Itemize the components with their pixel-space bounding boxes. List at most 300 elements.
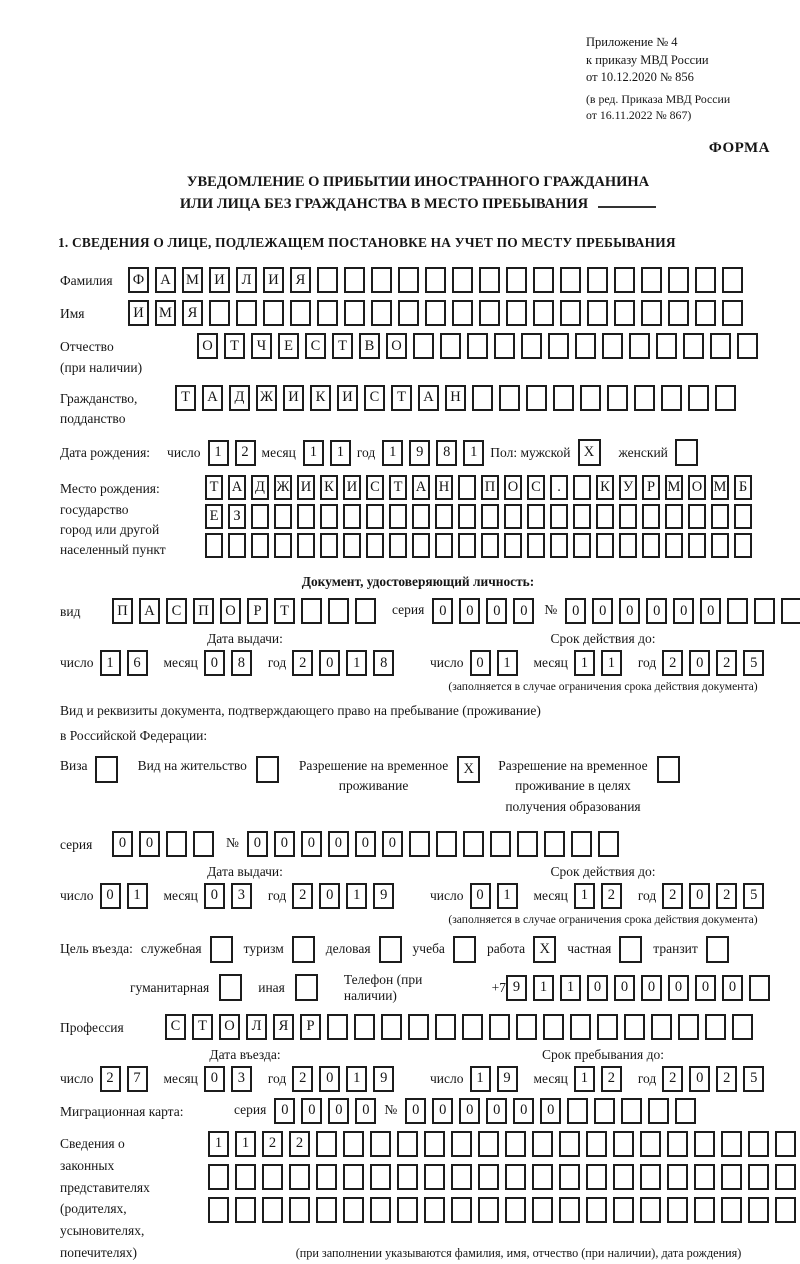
char-box[interactable]: К: [320, 475, 338, 500]
char-box[interactable]: [320, 504, 338, 529]
char-box[interactable]: [451, 1131, 472, 1157]
char-box[interactable]: [694, 1131, 715, 1157]
char-box[interactable]: [521, 333, 542, 359]
char-box[interactable]: 0: [614, 975, 635, 1001]
visa-checkbox[interactable]: [95, 756, 118, 783]
char-box[interactable]: К: [310, 385, 331, 411]
char-box[interactable]: А: [202, 385, 223, 411]
char-box[interactable]: [695, 267, 716, 293]
char-box[interactable]: [550, 504, 568, 529]
char-box[interactable]: [586, 1131, 607, 1157]
char-box[interactable]: [688, 533, 706, 558]
char-box[interactable]: [505, 1197, 526, 1223]
char-box[interactable]: 1: [574, 650, 595, 676]
char-box[interactable]: [749, 975, 770, 1001]
char-box[interactable]: [389, 533, 407, 558]
char-box[interactable]: 0: [513, 1098, 534, 1124]
char-box[interactable]: Д: [251, 475, 269, 500]
char-box[interactable]: И: [128, 300, 149, 326]
char-box[interactable]: 1: [574, 883, 595, 909]
char-box[interactable]: [317, 267, 338, 293]
char-box[interactable]: 1: [463, 440, 484, 466]
char-box[interactable]: [343, 533, 361, 558]
char-box[interactable]: [748, 1197, 769, 1223]
char-box[interactable]: [575, 333, 596, 359]
char-box[interactable]: [573, 475, 591, 500]
char-box[interactable]: [734, 504, 752, 529]
char-box[interactable]: [624, 1014, 645, 1040]
char-box[interactable]: П: [112, 598, 133, 624]
char-box[interactable]: 8: [373, 650, 394, 676]
char-box[interactable]: [533, 267, 554, 293]
char-box[interactable]: 2: [235, 440, 256, 466]
char-box[interactable]: [316, 1197, 337, 1223]
char-box[interactable]: [381, 1014, 402, 1040]
char-box[interactable]: [661, 385, 682, 411]
char-box[interactable]: 3: [231, 1066, 252, 1092]
char-box[interactable]: Р: [642, 475, 660, 500]
char-box[interactable]: [371, 267, 392, 293]
char-box[interactable]: [560, 267, 581, 293]
char-box[interactable]: 0: [459, 598, 480, 624]
char-box[interactable]: [274, 504, 292, 529]
char-box[interactable]: [665, 504, 683, 529]
char-box[interactable]: [505, 1131, 526, 1157]
char-box[interactable]: [694, 1197, 715, 1223]
char-box[interactable]: 1: [533, 975, 554, 1001]
char-box[interactable]: [695, 300, 716, 326]
char-box[interactable]: И: [343, 475, 361, 500]
char-box[interactable]: [366, 504, 384, 529]
char-box[interactable]: [205, 533, 223, 558]
char-box[interactable]: И: [337, 385, 358, 411]
char-box[interactable]: [721, 1164, 742, 1190]
char-box[interactable]: [355, 598, 376, 624]
char-box[interactable]: С: [527, 475, 545, 500]
char-box[interactable]: [463, 831, 484, 857]
char-box[interactable]: 0: [139, 831, 160, 857]
char-box[interactable]: 0: [328, 1098, 349, 1124]
char-box[interactable]: [694, 1164, 715, 1190]
char-box[interactable]: 1: [346, 650, 367, 676]
char-box[interactable]: [527, 533, 545, 558]
char-box[interactable]: 0: [668, 975, 689, 1001]
char-box[interactable]: [597, 1014, 618, 1040]
char-box[interactable]: А: [155, 267, 176, 293]
char-box[interactable]: 5: [743, 883, 764, 909]
char-box[interactable]: [722, 300, 743, 326]
char-box[interactable]: [596, 533, 614, 558]
char-box[interactable]: [479, 267, 500, 293]
char-box[interactable]: [316, 1131, 337, 1157]
char-box[interactable]: 3: [231, 883, 252, 909]
char-box[interactable]: [570, 1014, 591, 1040]
char-box[interactable]: [559, 1197, 580, 1223]
char-box[interactable]: [236, 300, 257, 326]
char-box[interactable]: 2: [662, 883, 683, 909]
char-box[interactable]: [506, 300, 527, 326]
char-box[interactable]: 0: [695, 975, 716, 1001]
char-box[interactable]: С: [305, 333, 326, 359]
char-box[interactable]: Т: [391, 385, 412, 411]
char-box[interactable]: [289, 1164, 310, 1190]
char-box[interactable]: 0: [592, 598, 613, 624]
char-box[interactable]: [668, 300, 689, 326]
char-box[interactable]: М: [711, 475, 729, 500]
char-box[interactable]: 2: [100, 1066, 121, 1092]
char-box[interactable]: 0: [673, 598, 694, 624]
char-box[interactable]: Т: [389, 475, 407, 500]
char-box[interactable]: [436, 831, 457, 857]
char-box[interactable]: 9: [409, 440, 430, 466]
char-box[interactable]: 8: [436, 440, 457, 466]
char-box[interactable]: 1: [100, 650, 121, 676]
char-box[interactable]: [675, 1098, 696, 1124]
char-box[interactable]: [397, 1164, 418, 1190]
char-box[interactable]: [251, 533, 269, 558]
char-box[interactable]: [478, 1131, 499, 1157]
char-box[interactable]: 2: [292, 883, 313, 909]
char-box[interactable]: 9: [497, 1066, 518, 1092]
char-box[interactable]: 0: [587, 975, 608, 1001]
char-box[interactable]: О: [219, 1014, 240, 1040]
char-box[interactable]: 0: [204, 650, 225, 676]
char-box[interactable]: 0: [382, 831, 403, 857]
char-box[interactable]: 2: [716, 650, 737, 676]
char-box[interactable]: [594, 1098, 615, 1124]
char-box[interactable]: [370, 1164, 391, 1190]
char-box[interactable]: [715, 385, 736, 411]
char-box[interactable]: [754, 598, 775, 624]
char-box[interactable]: [571, 831, 592, 857]
char-box[interactable]: 2: [716, 883, 737, 909]
char-box[interactable]: 2: [289, 1131, 310, 1157]
char-box[interactable]: 0: [204, 1066, 225, 1092]
char-box[interactable]: [290, 300, 311, 326]
char-box[interactable]: Ф: [128, 267, 149, 293]
char-box[interactable]: [472, 385, 493, 411]
char-box[interactable]: [559, 1164, 580, 1190]
char-box[interactable]: 1: [470, 1066, 491, 1092]
char-box[interactable]: [705, 1014, 726, 1040]
char-box[interactable]: [478, 1164, 499, 1190]
char-box[interactable]: [343, 1164, 364, 1190]
char-box[interactable]: [517, 831, 538, 857]
char-box[interactable]: 0: [470, 650, 491, 676]
char-box[interactable]: 0: [565, 598, 586, 624]
char-box[interactable]: 6: [127, 650, 148, 676]
char-box[interactable]: [560, 300, 581, 326]
char-box[interactable]: Л: [236, 267, 257, 293]
char-box[interactable]: [505, 1164, 526, 1190]
char-box[interactable]: [424, 1131, 445, 1157]
char-box[interactable]: [301, 598, 322, 624]
char-box[interactable]: 0: [619, 598, 640, 624]
char-box[interactable]: 0: [486, 598, 507, 624]
char-box[interactable]: [479, 300, 500, 326]
char-box[interactable]: [614, 267, 635, 293]
char-box[interactable]: [648, 1098, 669, 1124]
char-box[interactable]: А: [228, 475, 246, 500]
char-box[interactable]: [532, 1131, 553, 1157]
char-box[interactable]: [494, 333, 515, 359]
char-box[interactable]: И: [283, 385, 304, 411]
char-box[interactable]: 2: [292, 650, 313, 676]
char-box[interactable]: [193, 831, 214, 857]
char-box[interactable]: [499, 385, 520, 411]
char-box[interactable]: [598, 831, 619, 857]
residence-permit-checkbox[interactable]: [256, 756, 279, 783]
char-box[interactable]: [607, 385, 628, 411]
char-box[interactable]: [619, 533, 637, 558]
purpose-humanitarian-checkbox[interactable]: [219, 974, 242, 1001]
char-box[interactable]: .: [550, 475, 568, 500]
char-box[interactable]: 1: [346, 883, 367, 909]
char-box[interactable]: 2: [601, 883, 622, 909]
char-box[interactable]: [354, 1014, 375, 1040]
char-box[interactable]: [732, 1014, 753, 1040]
char-box[interactable]: [544, 831, 565, 857]
char-box[interactable]: 0: [486, 1098, 507, 1124]
char-box[interactable]: С: [364, 385, 385, 411]
purpose-work-checkbox[interactable]: X: [533, 936, 556, 963]
char-box[interactable]: [344, 300, 365, 326]
char-box[interactable]: 0: [646, 598, 667, 624]
char-box[interactable]: 0: [274, 1098, 295, 1124]
char-box[interactable]: [370, 1197, 391, 1223]
char-box[interactable]: 8: [231, 650, 252, 676]
char-box[interactable]: [489, 1014, 510, 1040]
char-box[interactable]: [371, 300, 392, 326]
char-box[interactable]: 0: [459, 1098, 480, 1124]
char-box[interactable]: 0: [722, 975, 743, 1001]
char-box[interactable]: [602, 333, 623, 359]
char-box[interactable]: 0: [274, 831, 295, 857]
sex-female-checkbox[interactable]: [675, 439, 698, 466]
char-box[interactable]: [435, 1014, 456, 1040]
char-box[interactable]: Д: [229, 385, 250, 411]
char-box[interactable]: 0: [432, 598, 453, 624]
char-box[interactable]: 0: [319, 883, 340, 909]
char-box[interactable]: 0: [204, 883, 225, 909]
char-box[interactable]: С: [166, 598, 187, 624]
char-box[interactable]: 2: [662, 1066, 683, 1092]
char-box[interactable]: Т: [205, 475, 223, 500]
char-box[interactable]: [235, 1197, 256, 1223]
char-box[interactable]: [398, 300, 419, 326]
char-box[interactable]: 1: [574, 1066, 595, 1092]
char-box[interactable]: [297, 504, 315, 529]
char-box[interactable]: 2: [601, 1066, 622, 1092]
char-box[interactable]: Т: [175, 385, 196, 411]
char-box[interactable]: [748, 1131, 769, 1157]
char-box[interactable]: 0: [247, 831, 268, 857]
char-box[interactable]: [425, 300, 446, 326]
char-box[interactable]: С: [165, 1014, 186, 1040]
char-box[interactable]: [580, 385, 601, 411]
char-box[interactable]: Б: [734, 475, 752, 500]
char-box[interactable]: [458, 504, 476, 529]
char-box[interactable]: 0: [100, 883, 121, 909]
char-box[interactable]: [711, 533, 729, 558]
char-box[interactable]: [397, 1131, 418, 1157]
char-box[interactable]: 0: [513, 598, 534, 624]
char-box[interactable]: [642, 533, 660, 558]
char-box[interactable]: [289, 1197, 310, 1223]
char-box[interactable]: [370, 1131, 391, 1157]
char-box[interactable]: 0: [689, 1066, 710, 1092]
char-box[interactable]: [344, 267, 365, 293]
char-box[interactable]: [327, 1014, 348, 1040]
char-box[interactable]: 0: [319, 1066, 340, 1092]
char-box[interactable]: 1: [330, 440, 351, 466]
temp-residence-checkbox[interactable]: X: [457, 756, 480, 783]
char-box[interactable]: 0: [432, 1098, 453, 1124]
char-box[interactable]: 9: [373, 1066, 394, 1092]
temp-residence-education-checkbox[interactable]: [657, 756, 680, 783]
char-box[interactable]: 0: [540, 1098, 561, 1124]
char-box[interactable]: [458, 475, 476, 500]
char-box[interactable]: [642, 504, 660, 529]
char-box[interactable]: 1: [497, 650, 518, 676]
char-box[interactable]: 0: [689, 883, 710, 909]
char-box[interactable]: [656, 333, 677, 359]
char-box[interactable]: И: [209, 267, 230, 293]
char-box[interactable]: [721, 1197, 742, 1223]
char-box[interactable]: [641, 300, 662, 326]
char-box[interactable]: 0: [355, 831, 376, 857]
char-box[interactable]: П: [193, 598, 214, 624]
char-box[interactable]: [504, 504, 522, 529]
char-box[interactable]: А: [418, 385, 439, 411]
char-box[interactable]: В: [359, 333, 380, 359]
purpose-tourism-checkbox[interactable]: [292, 936, 315, 963]
char-box[interactable]: [451, 1197, 472, 1223]
char-box[interactable]: 2: [292, 1066, 313, 1092]
char-box[interactable]: [587, 300, 608, 326]
char-box[interactable]: [424, 1164, 445, 1190]
char-box[interactable]: [435, 504, 453, 529]
char-box[interactable]: [688, 385, 709, 411]
char-box[interactable]: [640, 1197, 661, 1223]
char-box[interactable]: [667, 1164, 688, 1190]
char-box[interactable]: [532, 1197, 553, 1223]
char-box[interactable]: [343, 504, 361, 529]
char-box[interactable]: [526, 385, 547, 411]
char-box[interactable]: [398, 267, 419, 293]
char-box[interactable]: [467, 333, 488, 359]
char-box[interactable]: 0: [319, 650, 340, 676]
char-box[interactable]: [775, 1164, 796, 1190]
char-box[interactable]: 1: [235, 1131, 256, 1157]
char-box[interactable]: [343, 1197, 364, 1223]
char-box[interactable]: М: [665, 475, 683, 500]
char-box[interactable]: [573, 533, 591, 558]
char-box[interactable]: П: [481, 475, 499, 500]
char-box[interactable]: Т: [274, 598, 295, 624]
char-box[interactable]: [263, 300, 284, 326]
char-box[interactable]: [413, 333, 434, 359]
char-box[interactable]: 1: [208, 440, 229, 466]
char-box[interactable]: [462, 1014, 483, 1040]
char-box[interactable]: [478, 1197, 499, 1223]
char-box[interactable]: [424, 1197, 445, 1223]
char-box[interactable]: О: [220, 598, 241, 624]
char-box[interactable]: М: [182, 267, 203, 293]
char-box[interactable]: 1: [127, 883, 148, 909]
char-box[interactable]: 0: [301, 1098, 322, 1124]
char-box[interactable]: [506, 267, 527, 293]
char-box[interactable]: 1: [382, 440, 403, 466]
char-box[interactable]: [274, 533, 292, 558]
char-box[interactable]: [711, 504, 729, 529]
char-box[interactable]: [710, 333, 731, 359]
char-box[interactable]: А: [139, 598, 160, 624]
purpose-study-checkbox[interactable]: [453, 936, 476, 963]
char-box[interactable]: 5: [743, 1066, 764, 1092]
char-box[interactable]: [573, 504, 591, 529]
char-box[interactable]: [297, 533, 315, 558]
char-box[interactable]: [408, 1014, 429, 1040]
char-box[interactable]: А: [412, 475, 430, 500]
char-box[interactable]: 5: [743, 650, 764, 676]
char-box[interactable]: [640, 1131, 661, 1157]
char-box[interactable]: [451, 1164, 472, 1190]
char-box[interactable]: [397, 1197, 418, 1223]
purpose-official-checkbox[interactable]: [210, 936, 233, 963]
char-box[interactable]: [688, 504, 706, 529]
char-box[interactable]: Ж: [256, 385, 277, 411]
char-box[interactable]: [458, 533, 476, 558]
char-box[interactable]: [553, 385, 574, 411]
char-box[interactable]: [366, 533, 384, 558]
char-box[interactable]: [619, 504, 637, 529]
char-box[interactable]: 2: [262, 1131, 283, 1157]
sex-male-checkbox[interactable]: X: [578, 439, 601, 466]
char-box[interactable]: [262, 1164, 283, 1190]
char-box[interactable]: 0: [689, 650, 710, 676]
char-box[interactable]: М: [155, 300, 176, 326]
char-box[interactable]: [667, 1131, 688, 1157]
char-box[interactable]: [775, 1131, 796, 1157]
char-box[interactable]: [527, 504, 545, 529]
char-box[interactable]: 1: [208, 1131, 229, 1157]
char-box[interactable]: Е: [278, 333, 299, 359]
char-box[interactable]: Е: [205, 504, 223, 529]
char-box[interactable]: [317, 300, 338, 326]
char-box[interactable]: [209, 300, 230, 326]
char-box[interactable]: 0: [355, 1098, 376, 1124]
char-box[interactable]: [516, 1014, 537, 1040]
char-box[interactable]: [452, 300, 473, 326]
char-box[interactable]: О: [197, 333, 218, 359]
char-box[interactable]: И: [297, 475, 315, 500]
char-box[interactable]: [166, 831, 187, 857]
purpose-business-checkbox[interactable]: [379, 936, 402, 963]
char-box[interactable]: 0: [328, 831, 349, 857]
char-box[interactable]: 1: [497, 883, 518, 909]
char-box[interactable]: [550, 533, 568, 558]
char-box[interactable]: Т: [332, 333, 353, 359]
char-box[interactable]: 0: [700, 598, 721, 624]
char-box[interactable]: [614, 300, 635, 326]
char-box[interactable]: [613, 1131, 634, 1157]
char-box[interactable]: [343, 1131, 364, 1157]
char-box[interactable]: 0: [301, 831, 322, 857]
char-box[interactable]: 2: [716, 1066, 737, 1092]
char-box[interactable]: 1: [601, 650, 622, 676]
char-box[interactable]: [651, 1014, 672, 1040]
